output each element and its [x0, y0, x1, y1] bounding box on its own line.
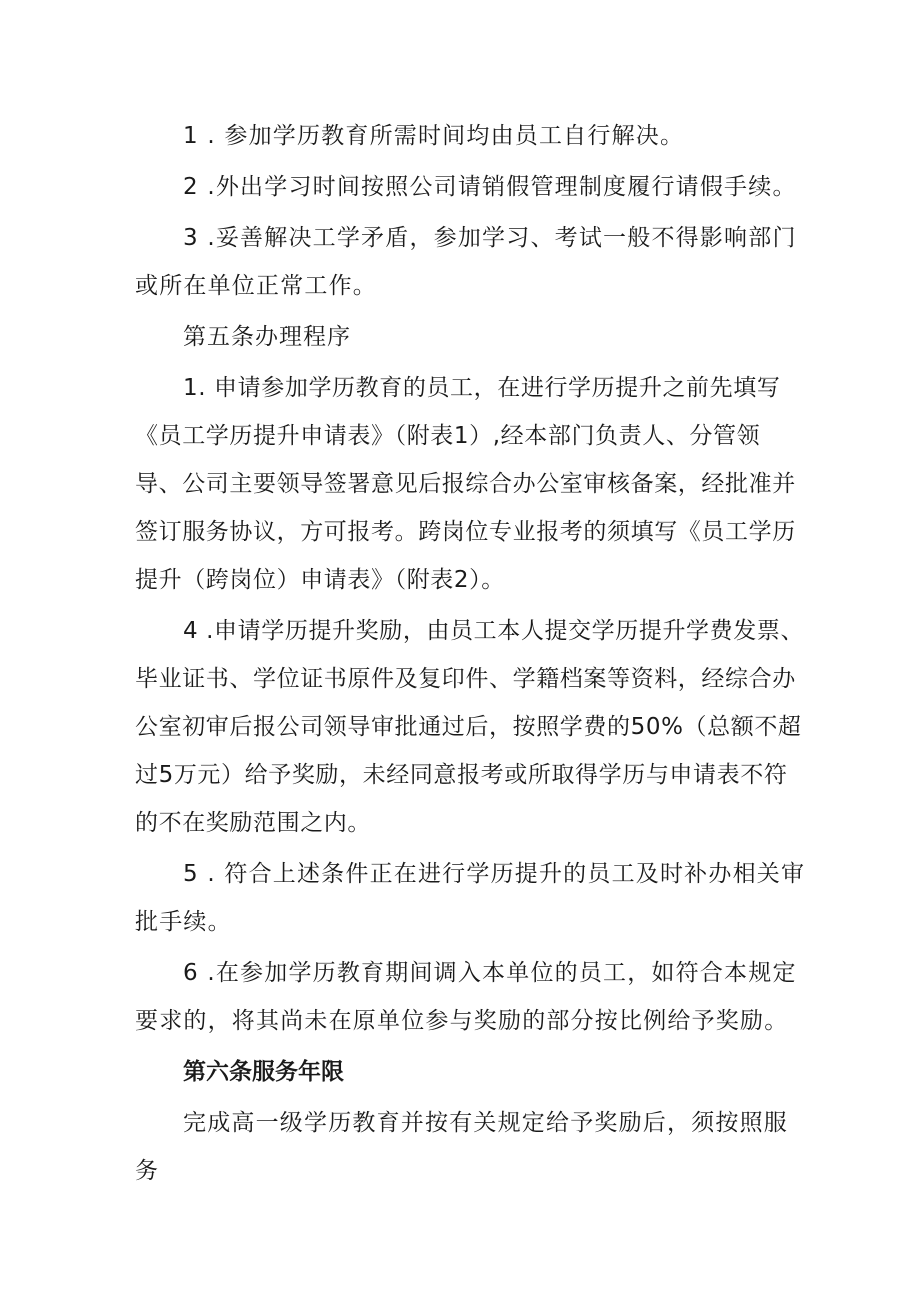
- paragraph-item-3: 3 .妥善解决工学矛盾，参加学习、考试一般不得影响部门或所在单位正常工作。: [135, 225, 797, 299]
- paragraph-service-years: 完成高一级学历教育并按有关规定给予奖励后，须按照服务: [135, 1110, 788, 1184]
- document-body: [135, 112, 807, 1198]
- paragraph-procedure-4: 4 .申请学历提升奖励，由员工本人提交学历提升学费发票、毕业证书、学位证书原件及复印件、学籍档案等资料，经综合办公室初审后报公司领导审批通过后，按照学费的50%（总额不超过5万元）给予奖励，未经同意报考或所取得学历与申请表不符的不在奖励范围之内。: [135, 618, 805, 836]
- paragraph-item-2: 2 .外出学习时间按照公司请销假管理制度履行请假手续。: [183, 174, 797, 200]
- paragraph-procedure-6: 6 .在参加学历教育期间调入本单位的员工，如符合本规定要求的，将其尚未在原单位参与奖励的部分按比例给予奖励。: [135, 960, 797, 1034]
- paragraph-procedure-5: 5 . 符合上述条件正在进行学历提升的员工及时补办相关审批手续。: [135, 861, 806, 935]
- section-heading-5: 第五条办理程序: [183, 324, 351, 350]
- section-heading-6: 第六条服务年限: [183, 1059, 344, 1085]
- paragraph-item-1: 1 . 参加学历教育所需时间均由员工自行解决。: [183, 123, 685, 149]
- paragraph-procedure-1: 1. 申请参加学历教育的员工，在进行学历提升之前先填写《员工学历提升申请表》（附表1）,经本部门负责人、分管领导、公司主要领导签署意见后报综合办公室审核备案，经批准并签订服务协议，方可报考。跨岗位专业报考的须填写《员工学历提升（跨岗位）申请表》（附表2）。: [135, 375, 796, 593]
